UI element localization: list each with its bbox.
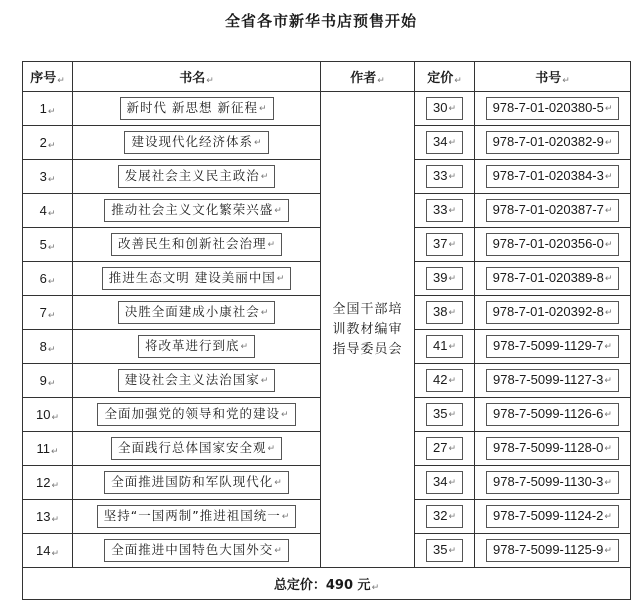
isbn-cell: 978-7-5099-1127-3↵	[475, 364, 631, 398]
isbn-cell: 978-7-01-020387-7↵	[475, 194, 631, 228]
author-cell: 全国干部培训教材编审指导委员会	[321, 92, 415, 568]
price-cell: 30↵	[415, 92, 475, 126]
table-row	[23, 92, 631, 126]
isbn-cell: 978-7-01-020389-8↵	[475, 262, 631, 296]
seq-cell: 1↵	[23, 92, 73, 126]
seq-cell: 9↵	[23, 364, 73, 398]
price-cell: 35↵	[415, 534, 475, 568]
price-cell: 34↵	[415, 126, 475, 160]
isbn-cell: 978-7-01-020382-9↵	[475, 126, 631, 160]
price-cell: 38↵	[415, 296, 475, 330]
seq-cell: 10↵	[23, 398, 73, 432]
book-name-cell: 将改革进行到底↵	[73, 330, 321, 364]
header-seq: 序号↵	[23, 62, 73, 92]
header-isbn: 书号↵	[475, 62, 631, 92]
table-header-row	[23, 62, 631, 92]
seq-cell: 6↵	[23, 262, 73, 296]
header-name: 书名↵	[73, 62, 321, 92]
isbn-cell: 978-7-01-020392-8↵	[475, 296, 631, 330]
price-cell: 33↵	[415, 160, 475, 194]
isbn-cell: 978-7-5099-1128-0↵	[475, 432, 631, 466]
seq-cell: 14↵	[23, 534, 73, 568]
book-name-cell: 建设社会主义法治国家↵	[73, 364, 321, 398]
book-name-cell: 全面加强党的领导和党的建设↵	[73, 398, 321, 432]
book-name-cell: 推动社会主义文化繁荣兴盛↵	[73, 194, 321, 228]
isbn-cell: 978-7-5099-1124-2↵	[475, 500, 631, 534]
price-cell: 41↵	[415, 330, 475, 364]
book-table	[22, 61, 631, 600]
isbn-cell: 978-7-01-020356-0↵	[475, 228, 631, 262]
page-title: 全省各市新华书店预售开始	[224, 12, 417, 30]
seq-cell: 7↵	[23, 296, 73, 330]
book-name-cell: 坚持“一国两制”推进祖国统一↵	[73, 500, 321, 534]
isbn-cell: 978-7-5099-1126-6↵	[475, 398, 631, 432]
seq-cell: 8↵	[23, 330, 73, 364]
seq-cell: 3↵	[23, 160, 73, 194]
book-name-cell: 建设现代化经济体系↵	[73, 126, 321, 160]
price-cell: 42↵	[415, 364, 475, 398]
price-cell: 35↵	[415, 398, 475, 432]
book-name-cell: 全面推进中国特色大国外交↵	[73, 534, 321, 568]
price-cell: 33↵	[415, 194, 475, 228]
seq-cell: 13↵	[23, 500, 73, 534]
isbn-cell: 978-7-5099-1130-3↵	[475, 466, 631, 500]
price-cell: 39↵	[415, 262, 475, 296]
isbn-cell: 978-7-5099-1129-7↵	[475, 330, 631, 364]
book-name-cell: 推进生态文明 建设美丽中国↵	[73, 262, 321, 296]
seq-cell: 12↵	[23, 466, 73, 500]
price-cell: 32↵	[415, 500, 475, 534]
book-name-cell: 全面推进国防和军队现代化↵	[73, 466, 321, 500]
isbn-cell: 978-7-01-020384-3↵	[475, 160, 631, 194]
table-body	[23, 92, 631, 568]
seq-cell: 11↵	[23, 432, 73, 466]
book-name-cell: 改善民生和创新社会治理↵	[73, 228, 321, 262]
isbn-cell: 978-7-5099-1125-9↵	[475, 534, 631, 568]
price-cell: 27↵	[415, 432, 475, 466]
header-author: 作者↵	[321, 62, 415, 92]
seq-cell: 4↵	[23, 194, 73, 228]
seq-cell: 2↵	[23, 126, 73, 160]
book-name-cell: 全面践行总体国家安全观↵	[73, 432, 321, 466]
book-name-cell: 发展社会主义民主政治↵	[73, 160, 321, 194]
total-row	[23, 568, 631, 600]
price-cell: 34↵	[415, 466, 475, 500]
seq-cell: 5↵	[23, 228, 73, 262]
total-price: 总定价：490 元↵	[23, 568, 631, 600]
book-name-cell: 新时代 新思想 新征程↵	[73, 92, 321, 126]
price-cell: 37↵	[415, 228, 475, 262]
isbn-cell: 978-7-01-020380-5↵	[475, 92, 631, 126]
book-name-cell: 决胜全面建成小康社会↵	[73, 296, 321, 330]
header-price: 定价↵	[415, 62, 475, 92]
